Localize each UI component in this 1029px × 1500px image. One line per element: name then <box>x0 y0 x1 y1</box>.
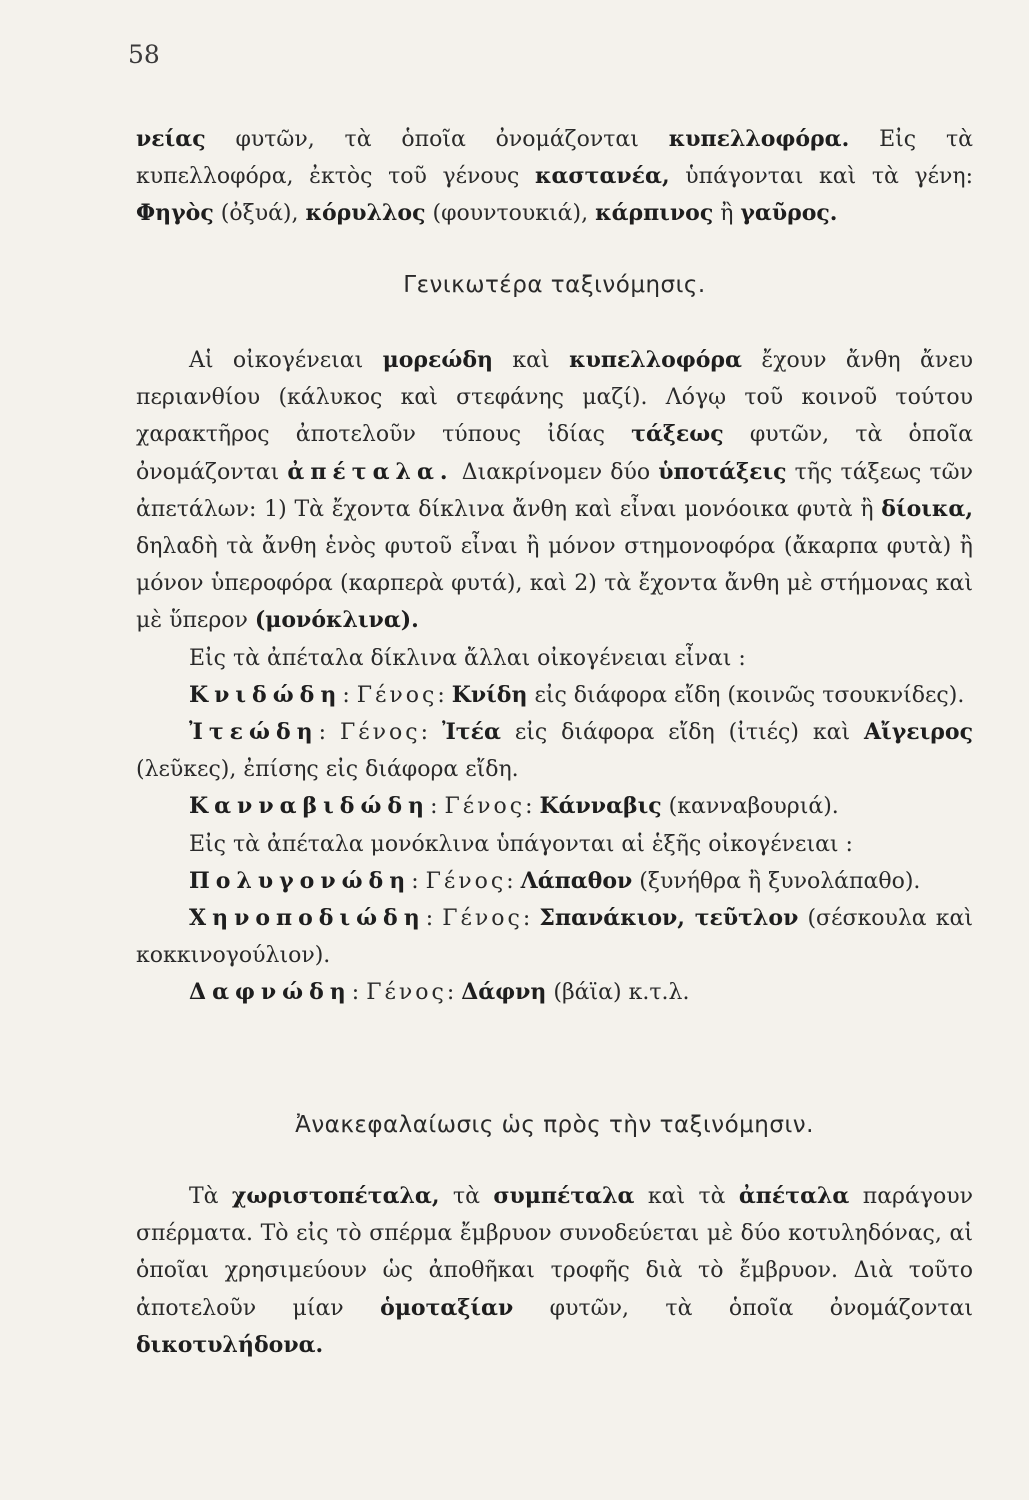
text-run: ἢ <box>713 201 741 227</box>
family-name: Κανναβιδώδη <box>189 793 431 820</box>
family-entry-chinopodiodi: Χηνοποδιώδη: Γένος: Σπανάκιον, τεῦτλον (σέσκουλα καὶ κοκκινογούλιον). <box>136 905 974 969</box>
text-run: καὶ <box>493 348 570 373</box>
text-run: φυτῶν, τὰ ὁποῖα ὀνομάζονται <box>513 1295 973 1321</box>
term-sympetala: συμπέταλα <box>493 1183 635 1209</box>
genus-name: Κνίδη <box>451 681 528 708</box>
family-name: Ἰτεώδη <box>189 719 319 746</box>
genus-name: Δάφνη <box>461 979 547 1006</box>
text-run: Τὰ <box>189 1184 232 1209</box>
family-name: Χηνοποδιώδη <box>189 905 426 932</box>
genus-name: Αἴγειρος <box>864 719 974 746</box>
text-run: δηλαδὴ τὰ ἄνθη ἑνὸς φυτοῦ εἶναι ἢ μόνον στημονοφόρα (ἄκαρπα φυτὰ) ἢ μόνον ὑπεροφόρα (καρπερὰ φυτά), καὶ 2) τὰ ἔχοντα ἄνθη μὲ στήμονας καὶ μὲ ὕπερον <box>136 534 973 634</box>
genus-name: Λάπαθον <box>520 867 633 894</box>
genus-label: Γένος <box>366 980 447 1006</box>
family-entry-iteodi: Ἰτεώδη: Γένος: Ἰτέα εἰς διάφορα εἴδη (ἰτιές) καὶ Αἴγειρος (λεῦκες), ἐπίσης εἰς διάφορα εἴδη. <box>136 719 974 783</box>
term-moreodi: μορεώδη <box>382 347 494 373</box>
family-name: Πολυγονώδη <box>189 867 412 894</box>
text-run: φυτῶν, τὰ ὁποῖα ὀνομάζονται <box>136 422 973 485</box>
family-name: Δαφνώδη <box>189 979 352 1006</box>
text-run: καὶ τὰ <box>634 1184 739 1209</box>
genus-name: Σπανάκιον, τεῦτλον <box>539 905 799 932</box>
family-entry-kannavidodi: Κανναβιδώδη: Γένος: Κάνναβις (κανναβουριά). <box>189 793 839 820</box>
term-omotaxia: ὁμοταξίαν <box>380 1294 514 1321</box>
text-run: (κανναβουριά). <box>661 794 839 820</box>
text-run: (ξυνήθρα ἢ ξυνολάπαθο). <box>632 868 921 894</box>
text-run: (λεῦκες), ἐπίσης εἰς διάφορα εἴδη. <box>136 757 519 783</box>
genus-label: Γένος <box>444 794 526 820</box>
text-run: Αἱ οἰκογένειαι <box>189 348 383 373</box>
term-neias: νείας <box>136 126 206 152</box>
paragraph-dikotylidona <box>136 1178 973 1364</box>
family-entry-knidodi: Κνιδώδη: Γένος: Κνίδη εἰς διάφορα εἴδη (κοινῶς τσουκνίδες). <box>189 681 965 708</box>
text-run: ἔχουν ἄνθη ἄνευ περιανθίου (κάλυκος καὶ στεφάνης μαζί). Λόγῳ τοῦ κοινοῦ τούτου χαρακτῆρος ἀποτελοῦν τύπους ἰδίας <box>136 348 973 448</box>
paragraph-text <box>136 121 973 233</box>
genus-label: Γένος <box>356 682 438 708</box>
term-apetala: ἀπέταλα. <box>287 458 454 485</box>
paragraph-text: Εἰς τὰ ἀπέταλα μονόκλινα ὑπάγονται αἱ ἑξῆς οἰκογένειαι : <box>189 831 853 857</box>
term-dioika: δίοικα, <box>881 495 973 522</box>
text-run: τὰ <box>439 1184 494 1209</box>
genus-label: Γένος <box>340 720 421 746</box>
term-taxeos: τάξεως <box>631 421 724 448</box>
text-run: παράγουν σπέρματα. Τὸ εἰς τὸ σπέρμα ἔμβρυον συνοδεύεται μὲ δύο κοτυληδόνας, αἱ ὁποῖαι χρησιμεύουν ὡς ἀποθῆκαι τροφῆς διὰ τὸ ἔμβρυον. Διὰ τοῦτο ἀποτελοῦν μίαν <box>136 1184 973 1321</box>
family-entry-dafnodi: Δαφνώδη: Γένος: Δάφνη (βάϊα) κ.τ.λ. <box>189 979 690 1006</box>
text-run: εἰς διάφορα εἴδη (ἰτιές) καὶ <box>500 720 865 746</box>
term-karpinos: κάρπινος <box>595 200 714 227</box>
genus-name: Κάνναβις <box>539 793 662 820</box>
family-entry-polygonodi: Πολυγονώδη: Γένος: Λάπαθον (ξυνήθρα ἢ ξυνολάπαθο). <box>189 867 921 894</box>
term-kastanea: καστανέα, <box>535 163 670 190</box>
text-run: (βάϊα) κ.τ.λ. <box>546 980 690 1006</box>
paragraph-text: Εἰς τὰ ἀπέταλα δίκλινα ἄλλαι οἰκογένειαι εἶναι : <box>189 645 746 671</box>
text-run: (ὀξυά), <box>213 201 306 227</box>
text-run: ὑπάγονται καὶ τὰ γένη: <box>669 164 973 190</box>
text-run: Εἰς τὰ κυπελλοφόρα, ἐκτὸς τοῦ γένους <box>136 127 973 190</box>
text-run: εἰς διάφορα εἴδη (κοινῶς τσουκνίδες). <box>527 682 965 708</box>
text-run: φυτῶν, τὰ ὁποῖα ὀνομάζονται <box>205 127 669 152</box>
term-apetala: ἀπέταλα <box>738 1183 850 1209</box>
term-choristopetala: χωριστοπέταλα, <box>231 1183 440 1209</box>
term-kypellofora: κυπελλοφόρα. <box>668 126 850 152</box>
term-ypotaxeis: ὑποτάξεις <box>658 458 787 485</box>
term-gavros: γαῦρος. <box>740 200 838 227</box>
text-run: (σέσκουλα καὶ κοκκινογούλιον). <box>136 906 974 969</box>
section-heading-classification: Γενικωτέρα ταξινόμησις. <box>403 272 706 298</box>
text-run: (φουντουκιά), <box>425 201 596 227</box>
paragraph-apetala <box>136 342 973 1012</box>
page-number: 58 <box>128 40 160 69</box>
paragraph-kypellofora <box>136 121 973 233</box>
text-run: Διακρίνομεν δύο <box>453 459 659 485</box>
paragraph-text <box>136 342 973 640</box>
term-fygos: Φηγὸς <box>136 200 214 227</box>
genus-label: Γένος <box>425 868 507 894</box>
genus-name: Ἰτέα <box>441 719 501 746</box>
text-run: τῆς τάξεως τῶν ἀπετάλων: 1) Τὰ ἔχοντα δίκλινα ἄνθη καὶ εἶναι μονόοικα φυτὰ ἢ <box>136 459 973 522</box>
term-dikotylidona: δικοτυλήδονα. <box>136 1331 324 1358</box>
paragraph-text <box>136 1178 973 1364</box>
genus-label: Γένος <box>442 906 523 932</box>
section-heading-summary: Ἀνακεφαλαίωσις ὡς πρὸς τὴν ταξινόμησιν. <box>295 1112 814 1138</box>
family-name: Κνιδώδη <box>189 681 343 708</box>
term-korylos: κόρυλλος <box>305 200 426 227</box>
term-kypellofora: κυπελλοφόρα <box>569 347 742 373</box>
term-monoklina: (μονόκλινα). <box>254 607 419 634</box>
